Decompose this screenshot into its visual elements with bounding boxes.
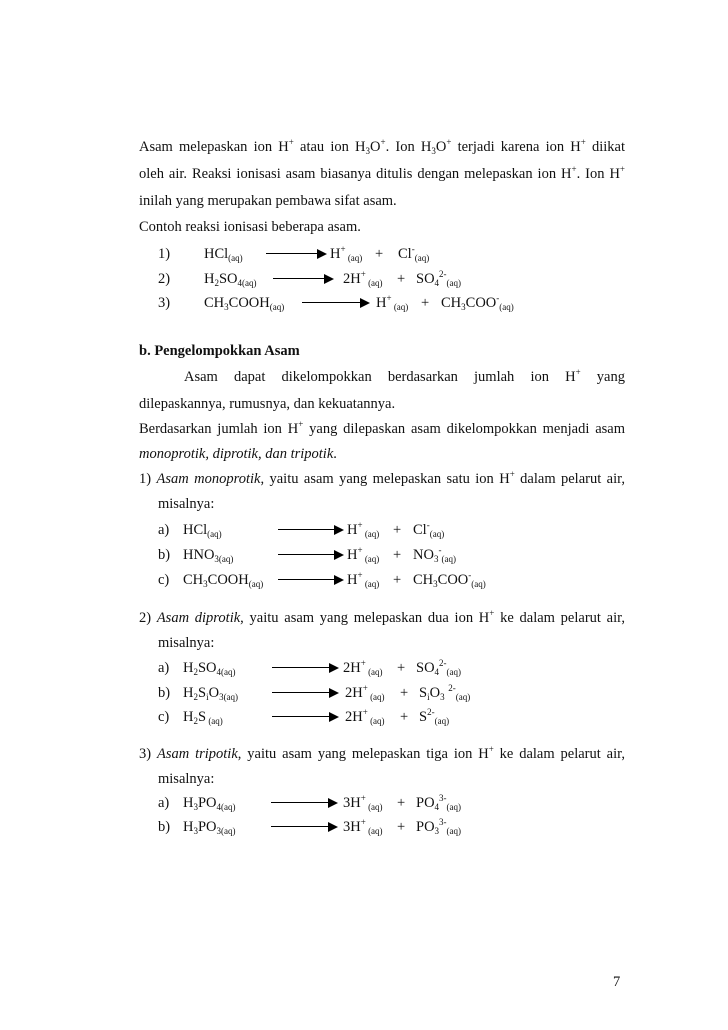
paragraph-line: Asam dapat dikelompokkan berdasarkan jumlah ion H+ yang	[184, 367, 625, 385]
reaction-arrow	[272, 663, 339, 673]
equation-product: $Cl^-_{(aq)}$	[398, 244, 430, 263]
list-item-tripotik: 3) Asam tripotik, yaitu asam yang melepaskan tiga ion H+ ke dalam pelarut air,	[139, 744, 625, 762]
paragraph-line: misalnya:	[158, 496, 215, 512]
section-heading: b. Pengelompokkan Asam	[139, 343, 300, 359]
equation-product: $CH_3COO^-_{(aq)}$	[441, 293, 514, 312]
equation-product: H+ $_{(aq)}$	[347, 545, 380, 564]
plus-sign: +	[400, 685, 409, 701]
equation-product: $CH_3COO^-_{(aq)}$	[413, 570, 486, 589]
equation-reactant: $CH_3COOH_{(aq)}$	[204, 295, 285, 312]
equation-label: c)	[158, 572, 170, 588]
equation-product: 3H+ $_{(aq)}$	[343, 817, 383, 836]
equation-label: a)	[158, 660, 170, 676]
equation-reactant: $H_2SO_{4(aq)}$	[204, 271, 257, 288]
plus-sign: +	[375, 246, 384, 262]
equation-label: a)	[158, 795, 170, 811]
list-item-monoprotik: 1) Asam monoprotik, yaitu asam yang melepaskan satu ion H+ dalam pelarut air,	[139, 469, 626, 487]
equation-reactant: $CH_3COOH_{(aq)}$	[183, 572, 264, 589]
equation-reactant: HCl$_{(aq)}$	[204, 246, 243, 263]
equation-product: $S_iO_3$ $^{2-}_{(aq)}$	[419, 683, 471, 702]
reaction-arrow	[271, 822, 338, 832]
paragraph-line: dilepaskannya, rumusnya, dan kekuatannya.	[139, 396, 396, 412]
reaction-arrow	[278, 550, 344, 560]
equation-reactant: $H_3PO_{4(aq)}$	[183, 795, 236, 812]
paragraph-line: misalnya:	[158, 635, 215, 651]
equation-label: c)	[158, 709, 170, 725]
reaction-arrow	[273, 274, 334, 284]
equation-product: $SO_4^{2-}_{(aq)}$	[416, 658, 462, 677]
equation-product: $SO_4^{2-}_{(aq)}$	[416, 269, 462, 288]
equation-reactant: $H_2S$ $_{(aq)}$	[183, 709, 223, 726]
equation-product: $Cl^-_{(aq)}$	[413, 520, 445, 539]
plus-sign: +	[397, 819, 406, 835]
reaction-arrow	[272, 688, 339, 698]
equation-product: $PO_4^{3-}_{(aq)}$	[416, 793, 462, 812]
equation-number: 2)	[158, 271, 171, 287]
equation-label: a)	[158, 522, 170, 538]
equation-reactant: HCl$_{(aq)}$	[183, 522, 222, 539]
equation-reactant: $H_3PO_{3(aq)}$	[183, 819, 236, 836]
equation-product: H+ $_{(aq)}$	[330, 244, 363, 263]
equation-product: 2H+ $_{(aq)}$	[343, 269, 383, 288]
page-number: 7	[613, 974, 621, 990]
equation-product: 3H+ $_{(aq)}$	[343, 793, 383, 812]
equation-product: 2H+ $_{(aq)}$	[345, 683, 385, 702]
equation-product: H+ $_{(aq)}$	[376, 293, 409, 312]
equation-label: b)	[158, 685, 171, 701]
equation-product: H+ $_{(aq)}$	[347, 570, 380, 589]
equation-product: $NO_3^-_{(aq)}$	[413, 545, 456, 564]
plus-sign: +	[393, 522, 402, 538]
list-item-diprotik: 2) Asam diprotik, yaitu asam yang melepaskan dua ion H+ ke dalam pelarut air,	[139, 608, 625, 626]
plus-sign: +	[397, 795, 406, 811]
equation-product: H+ $_{(aq)}$	[347, 520, 380, 539]
equation-reactant: $H_2S_iO_{3(aq)}$	[183, 685, 239, 702]
paragraph-line: monoprotik, diprotik, dan tripotik.	[139, 446, 337, 462]
plus-sign: +	[397, 660, 406, 676]
paragraph-line: Berdasarkan jumlah ion H+ yang dilepaskan asam dikelompokkan menjadi asam	[139, 419, 625, 437]
paragraph-line: Contoh reaksi ionisasi beberapa asam.	[139, 219, 361, 235]
plus-sign: +	[421, 295, 430, 311]
equation-product: 2H+ $_{(aq)}$	[345, 707, 385, 726]
reaction-arrow	[271, 798, 338, 808]
equation-number: 1)	[158, 246, 171, 262]
reaction-arrow	[266, 249, 327, 259]
paragraph-line: oleh air. Reaksi ionisasi asam biasanya ditulis dengan melepaskan ion H+. Ion H+	[139, 164, 625, 182]
plus-sign: +	[393, 572, 402, 588]
reaction-arrow	[278, 525, 344, 535]
equation-label: b)	[158, 819, 171, 835]
equation-product: $PO_3^{3-}_{(aq)}$	[416, 817, 462, 836]
paragraph-line: Asam melepaskan ion H+ atau ion $H_3O^+$. Ion $H_3O^+$ terjadi karena ion H+ diikat	[139, 137, 626, 156]
equation-reactant: $HNO_{3(aq)}$	[183, 547, 234, 564]
plus-sign: +	[400, 709, 409, 725]
plus-sign: +	[397, 271, 406, 287]
reaction-arrow	[302, 298, 370, 308]
reaction-arrow	[272, 712, 339, 722]
paragraph-line: inilah yang merupakan pembawa sifat asam.	[139, 193, 397, 209]
equation-number: 3)	[158, 295, 171, 311]
equation-reactant: $H_2SO_{4(aq)}$	[183, 660, 236, 677]
reaction-arrow	[278, 575, 344, 585]
equation-product: $S^{2-}_{(aq)}$	[419, 707, 450, 726]
equation-label: b)	[158, 547, 171, 563]
paragraph-line: misalnya:	[158, 771, 215, 787]
plus-sign: +	[393, 547, 402, 563]
equation-product: 2H+ $_{(aq)}$	[343, 658, 383, 677]
